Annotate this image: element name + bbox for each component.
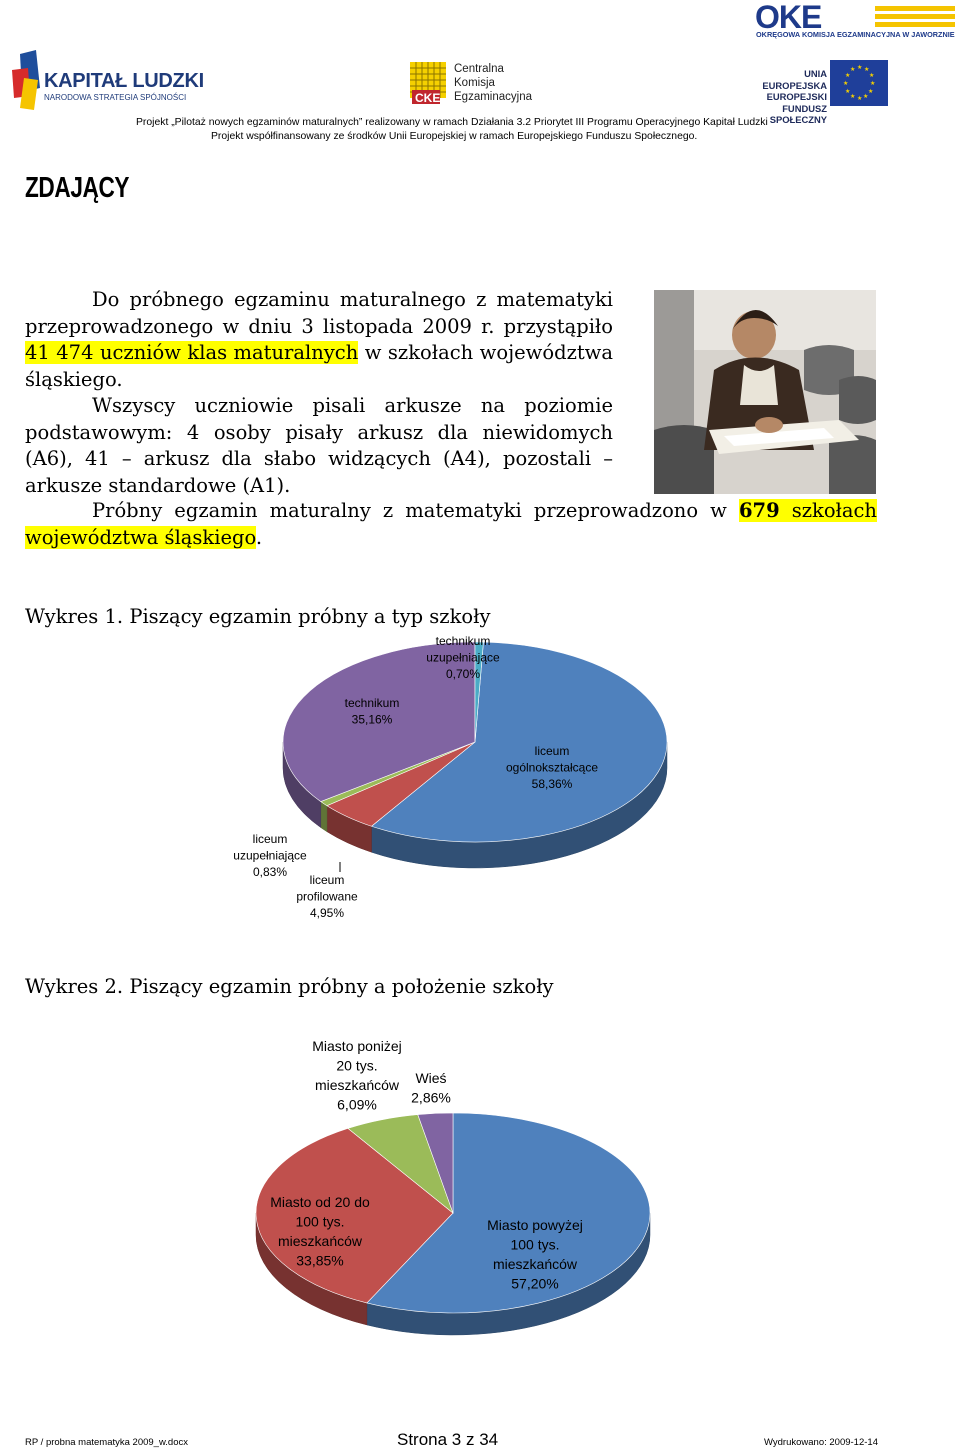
ue-line-3: FUNDUSZ SPOŁECZNY — [769, 102, 827, 125]
pie-1-label-1: liceum profilowane 4,95% — [296, 873, 358, 920]
project-line-1: Projekt „Pilotaż nowych egzaminów maturalnych” realizowany w ramach Działania 3.2 Priorytet III Programu Operacyjnego Kapitał Ludzki — [136, 117, 768, 128]
p2-text: Wszyscy uczniowie pisali arkusze na poziomie podstawowym: 4 osoby pisały arkusz dla niewidomych (A6), 41 – arkusz dla słabo widzących (A4), pozostali – arkusze standardowe (A1). — [25, 394, 613, 497]
pie-2-label-2: Miasto poniżej 20 tys. mieszkańców 6,09% — [312, 1038, 402, 1113]
pie-1-label-4: technikum uzupełniające 0,70% — [426, 634, 500, 681]
svg-text:★: ★ — [863, 93, 869, 100]
svg-text:★: ★ — [850, 93, 856, 100]
svg-text:★: ★ — [864, 66, 870, 73]
cke-line-2: Komisja — [454, 77, 495, 89]
p1-text-a: Do próbnego egzaminu maturalnego z matematyki przeprowadzonego w dniu 3 listopada 2009 r. przystąpiło — [25, 288, 613, 338]
p3-number: 679 — [738, 499, 780, 522]
p1-highlight: 41 474 uczniów klas maturalnych — [25, 341, 359, 364]
oke-subtitle: OKRĘGOWA KOMISJA EGZAMINACYJNA W JAWORZNIE — [756, 30, 955, 39]
pie-1-label-3: technikum 35,16% — [344, 696, 400, 727]
section-title: ZDAJĄCY — [25, 172, 130, 204]
pie-2-group — [256, 1038, 650, 1335]
ue-line-2: EUROPEJSKI — [766, 91, 827, 102]
chart-1-title: Wykres 1. Piszący egzamin próbny a typ szkoły — [25, 605, 491, 628]
pie-1-label-0: liceum ogólnokształcące 58,36% — [505, 744, 599, 791]
svg-text:CKE: CKE — [415, 91, 441, 105]
kapital-ludzki-title: KAPITAŁ LUDZKI — [44, 70, 204, 92]
cke-line-3: Egzaminacyjna — [454, 91, 532, 103]
svg-text:★: ★ — [868, 88, 874, 95]
svg-text:★: ★ — [850, 66, 856, 73]
chart-2-title: Wykres 2. Piszący egzamin próbny a położenie szkoły — [25, 975, 554, 998]
svg-text:★: ★ — [869, 72, 875, 79]
footer-print-date: Wydrukowano: 2009-12-14 — [764, 1437, 878, 1448]
p3-text-a: Próbny egzamin maturalny z matematyki przeprowadzono w — [92, 499, 739, 522]
svg-text:★: ★ — [857, 64, 863, 71]
footer-filename: RP / probna matematyka 2009_w.docx — [25, 1437, 189, 1448]
svg-text:OKE: OKE — [755, 2, 822, 32]
p3-highlight: szkołach województwa śląskiego — [25, 499, 877, 549]
pie-1-label-2: liceum uzupełniające 0,83% — [233, 832, 307, 879]
p3-end: . — [255, 525, 263, 549]
pie-2-label-0: Miasto powyżej 100 tys. mieszkańców 57,20% — [487, 1217, 583, 1292]
pie-2-label-3: Wieś 2,86% — [411, 1070, 451, 1106]
svg-text:★: ★ — [843, 80, 849, 87]
p1-text-b: w szkołach województwa śląskiego. — [25, 341, 613, 391]
kapital-ludzki-subtitle: NARODOWA STRATEGIA SPÓJNOŚCI — [44, 93, 187, 102]
pie-2-label-1: Miasto od 20 do 100 tys. mieszkańców 33,85% — [270, 1194, 370, 1269]
ue-line-1: UNIA EUROPEJSKA — [762, 68, 827, 91]
svg-text:★: ★ — [870, 80, 876, 87]
pie-1-group — [233, 634, 667, 920]
svg-text:★: ★ — [845, 88, 851, 95]
cke-line-1: Centralna — [454, 63, 504, 75]
svg-text:★: ★ — [845, 72, 851, 79]
footer-page-number: Strona 3 z 34 — [397, 1430, 499, 1449]
project-line-2: Projekt współfinansowany ze środków Unii Europejskiej w ramach Europejskiego Funduszu Społecznego. — [211, 131, 698, 142]
svg-text:★: ★ — [857, 95, 863, 102]
pie-1-side-2 — [321, 802, 327, 832]
